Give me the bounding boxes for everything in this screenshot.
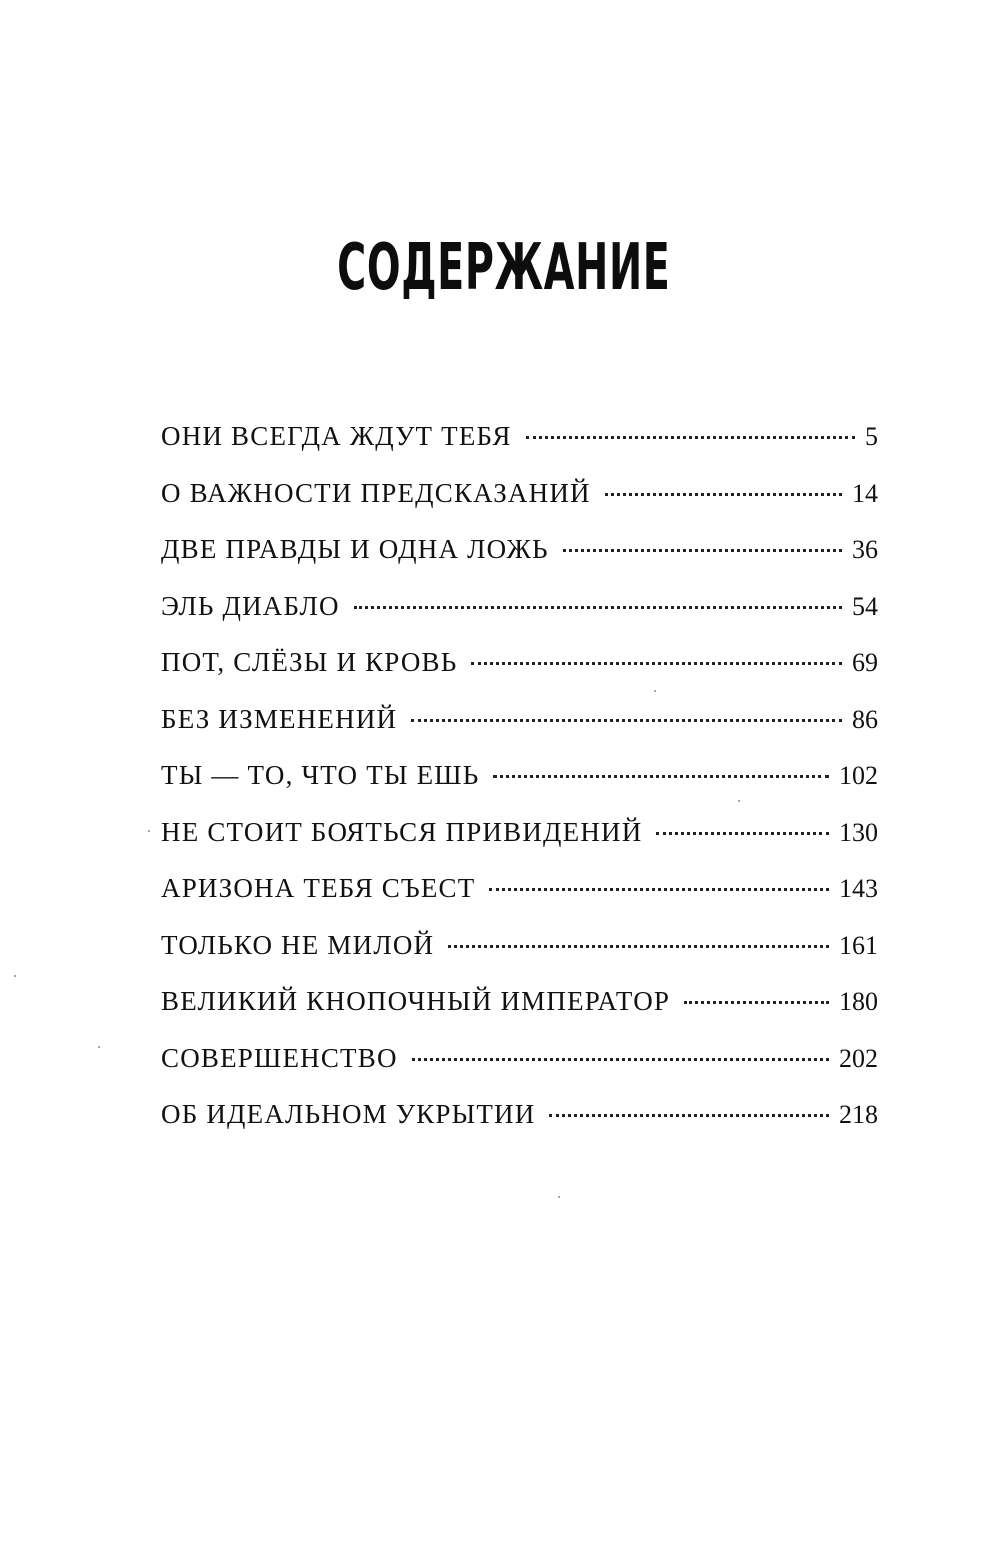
dot-leader <box>493 775 829 778</box>
toc-entry[interactable] <box>161 870 878 927</box>
toc-entry-title: ВЕЛИКИЙ КНОПОЧНЫЙ ИМПЕРАТОР <box>161 986 671 1016</box>
dot-leader <box>354 606 842 609</box>
toc-entry[interactable] <box>161 1040 878 1097</box>
toc-entry-page: 218 <box>839 1100 878 1129</box>
toc-entry-page: 5 <box>865 422 878 451</box>
toc-entry-page: 143 <box>839 874 878 903</box>
toc-entry-title: О ВАЖНОСТИ ПРЕДСКАЗАНИЙ <box>161 477 591 508</box>
toc-entry-title: СОВЕРШЕНСТВО <box>161 1042 398 1073</box>
toc-entry-page: 180 <box>839 987 878 1016</box>
toc-entry[interactable] <box>161 701 878 758</box>
toc-entry[interactable] <box>161 814 878 871</box>
scan-speck <box>738 800 740 802</box>
scan-speck <box>654 690 656 692</box>
toc-entry-title: НЕ СТОИТ БОЯТЬСЯ ПРИВИДЕНИЙ <box>161 816 643 847</box>
dot-leader <box>489 888 829 891</box>
toc-entry-page: 161 <box>839 930 878 960</box>
dot-leader <box>526 436 855 439</box>
toc-entry[interactable] <box>161 531 878 588</box>
table-of-contents <box>161 418 878 1153</box>
toc-entry-page: 130 <box>839 817 878 847</box>
dot-leader <box>412 1058 829 1061</box>
toc-entry-title: ТОЛЬКО НЕ МИЛОЙ <box>161 929 435 960</box>
toc-entry-page: 14 <box>852 478 878 508</box>
toc-entry-title: ЭЛЬ ДИАБЛО <box>161 590 340 621</box>
toc-entry[interactable] <box>161 418 878 475</box>
toc-entry-page: 54 <box>852 591 878 621</box>
toc-entry-title: АРИЗОНА ТЕБЯ СЪЕСТ <box>161 873 476 903</box>
page-title: СОДЕРЖАНИЕ <box>337 231 671 305</box>
toc-entry[interactable] <box>161 1096 878 1153</box>
toc-entry[interactable] <box>161 588 878 645</box>
dot-leader <box>656 832 829 835</box>
toc-entry-page: 86 <box>852 704 878 734</box>
toc-entry-page: 36 <box>852 535 878 564</box>
toc-entry-title: ОБ ИДЕАЛЬНОМ УКРЫТИИ <box>161 1099 536 1129</box>
dot-leader <box>549 1114 829 1117</box>
toc-entry[interactable] <box>161 475 878 532</box>
toc-entry-title: ДВЕ ПРАВДЫ И ОДНА ЛОЖЬ <box>161 534 549 564</box>
dot-leader <box>471 662 842 665</box>
scan-speck <box>558 1196 560 1198</box>
dot-leader <box>605 493 842 496</box>
scan-speck <box>98 1046 100 1048</box>
toc-entry-page: 102 <box>839 761 878 790</box>
toc-entry-page: 202 <box>839 1043 878 1073</box>
toc-entry[interactable] <box>161 927 878 984</box>
scan-speck <box>14 975 16 977</box>
toc-entry-title: ТЫ — ТО, ЧТО ТЫ ЕШЬ <box>161 760 480 790</box>
dot-leader <box>684 1001 829 1004</box>
toc-entry-title: ПОТ, СЛЁЗЫ И КРОВЬ <box>161 647 458 677</box>
toc-entry[interactable] <box>161 757 878 814</box>
toc-entry-title: ОНИ ВСЕГДА ЖДУТ ТЕБЯ <box>161 421 512 451</box>
toc-entry-title: БЕЗ ИЗМЕНЕНИЙ <box>161 703 398 734</box>
toc-entry-page: 69 <box>852 648 878 677</box>
dot-leader <box>448 945 829 948</box>
toc-entry[interactable] <box>161 983 878 1040</box>
dot-leader <box>563 549 842 552</box>
scan-speck <box>148 830 150 832</box>
dot-leader <box>411 719 842 722</box>
toc-entry[interactable] <box>161 644 878 701</box>
